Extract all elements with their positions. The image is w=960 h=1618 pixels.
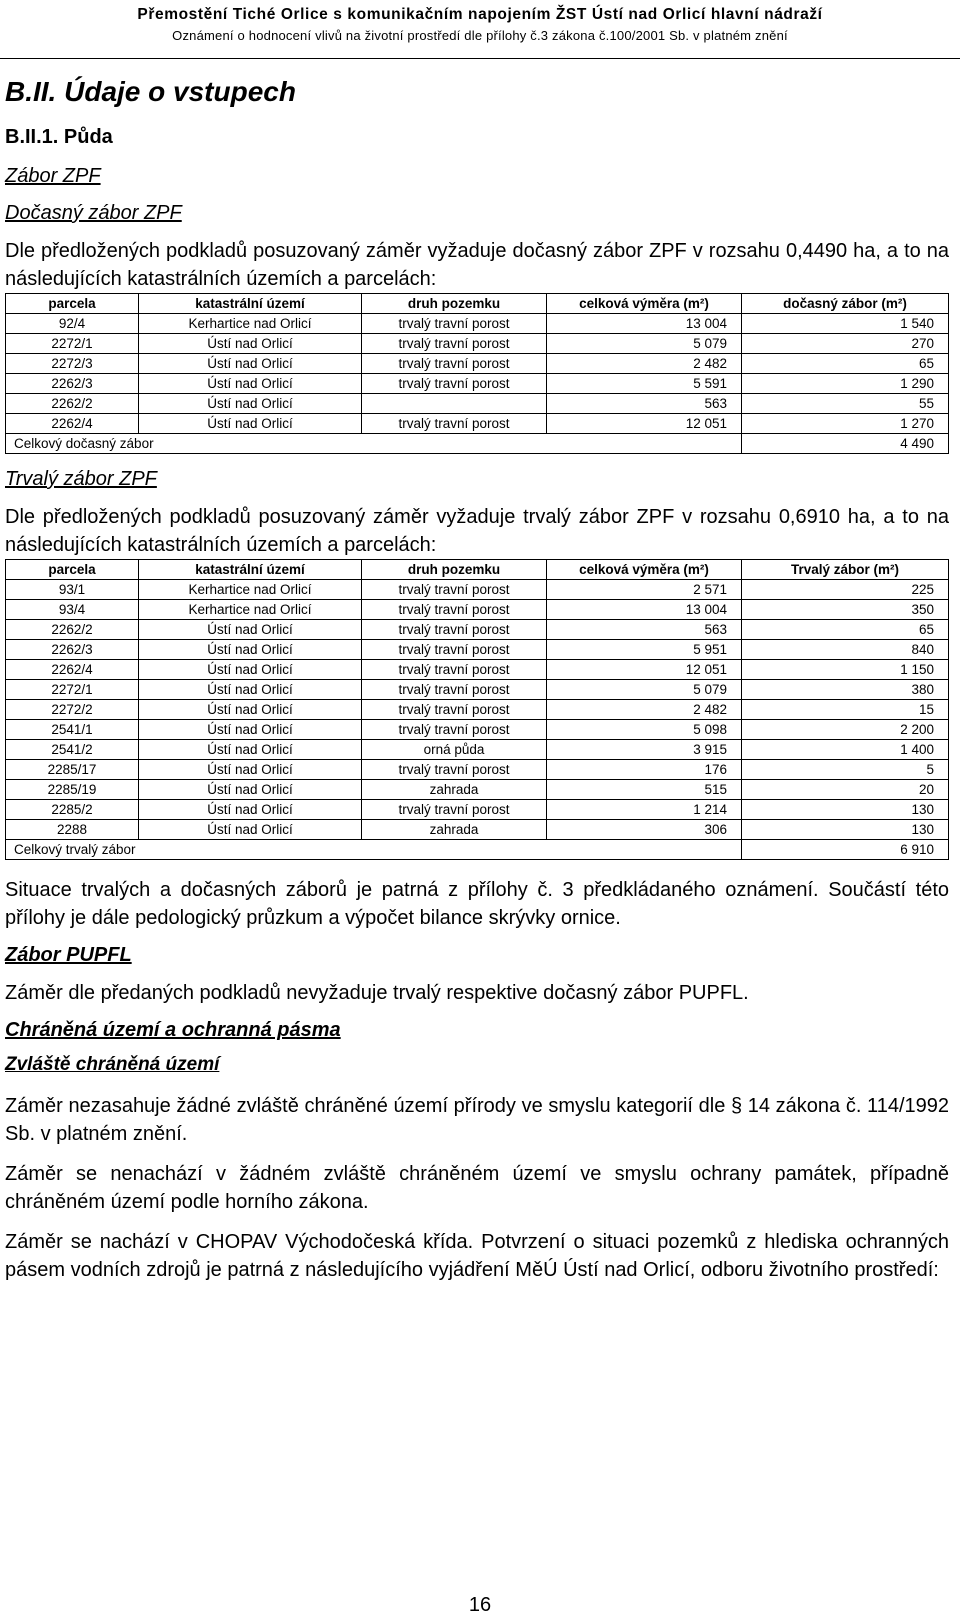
table-row bbox=[6, 720, 949, 740]
table-row bbox=[6, 394, 949, 414]
cell-zabor: 1 270 bbox=[742, 414, 949, 434]
document-title: Přemostění Tiché Orlice s komunikačním napojením ŽST Ústí nad Orlicí hlavní nádraží bbox=[137, 6, 823, 23]
cell-parcela: 92/4 bbox=[6, 314, 139, 334]
cell-zabor: 270 bbox=[742, 334, 949, 354]
page-content bbox=[5, 76, 949, 1284]
cell-parcela: 2272/3 bbox=[6, 354, 139, 374]
cell-zabor: 1 400 bbox=[742, 740, 949, 760]
header-divider bbox=[0, 58, 960, 59]
cell-zabor: 1 540 bbox=[742, 314, 949, 334]
cell-katastralni-uzemi: Ústí nad Orlicí bbox=[139, 660, 362, 680]
cell-celkova-vymera: 176 bbox=[547, 760, 742, 780]
trvaly-zabor-text: Dle předložených podkladů posuzovaný záměr vyžaduje trvalý zábor ZPF v rozsahu 0,6910 ha, a to na následujících katastrálních územích a parcelách: bbox=[5, 506, 949, 556]
table-row bbox=[6, 820, 949, 840]
table-row bbox=[6, 374, 949, 394]
cell-zabor: 55 bbox=[742, 394, 949, 414]
cell-zabor: 840 bbox=[742, 640, 949, 660]
total-label: Celkový trvalý zábor bbox=[6, 840, 742, 860]
table-row bbox=[6, 800, 949, 820]
cell-katastralni-uzemi: Ústí nad Orlicí bbox=[139, 740, 362, 760]
cell-katastralni-uzemi: Ústí nad Orlicí bbox=[139, 620, 362, 640]
cell-katastralni-uzemi: Ústí nad Orlicí bbox=[139, 820, 362, 840]
cell-druh-pozemku: trvalý travní porost bbox=[362, 800, 547, 820]
cell-katastralni-uzemi: Ústí nad Orlicí bbox=[139, 394, 362, 414]
trvaly-zabor-table bbox=[5, 559, 949, 860]
col-katastralni-uzemi: katastrální území bbox=[139, 560, 362, 580]
cell-katastralni-uzemi: Ústí nad Orlicí bbox=[139, 780, 362, 800]
cell-druh-pozemku: trvalý travní porost bbox=[362, 414, 547, 434]
table-row bbox=[6, 760, 949, 780]
zvlaste-text-2: Záměr se nenachází v žádném zvláště chráněném území ve smyslu ochrany památek, případně chráněném území podle horního zákona. bbox=[5, 1163, 949, 1213]
section-title: B.II. Údaje o vstupech bbox=[5, 76, 296, 107]
cell-druh-pozemku: trvalý travní porost bbox=[362, 600, 547, 620]
cell-parcela: 2285/2 bbox=[6, 800, 139, 820]
cell-katastralni-uzemi: Ústí nad Orlicí bbox=[139, 800, 362, 820]
cell-katastralni-uzemi: Ústí nad Orlicí bbox=[139, 760, 362, 780]
pupfl-text: Záměr dle předaných podkladů nevyžaduje trvalý respektive dočasný zábor PUPFL. bbox=[5, 982, 749, 1004]
cell-druh-pozemku: trvalý travní porost bbox=[362, 700, 547, 720]
docasny-zabor-heading: Dočasný zábor ZPF bbox=[5, 202, 182, 224]
cell-parcela: 2262/2 bbox=[6, 620, 139, 640]
col-celkova-vymera: celková výměra (m²) bbox=[547, 560, 742, 580]
cell-druh-pozemku: trvalý travní porost bbox=[362, 720, 547, 740]
docasny-zabor-text: Dle předložených podkladů posuzovaný záměr vyžaduje dočasný zábor ZPF v rozsahu 0,4490 ha, a to na následujících katastrálních územích a parcelách: bbox=[5, 240, 949, 290]
total-value: 4 490 bbox=[742, 434, 949, 454]
cell-druh-pozemku: trvalý travní porost bbox=[362, 580, 547, 600]
cell-zabor: 130 bbox=[742, 820, 949, 840]
cell-celkova-vymera: 12 051 bbox=[547, 414, 742, 434]
cell-zabor: 65 bbox=[742, 354, 949, 374]
cell-celkova-vymera: 5 951 bbox=[547, 640, 742, 660]
cell-katastralni-uzemi: Ústí nad Orlicí bbox=[139, 680, 362, 700]
cell-celkova-vymera: 3 915 bbox=[547, 740, 742, 760]
cell-druh-pozemku: trvalý travní porost bbox=[362, 640, 547, 660]
cell-celkova-vymera: 5 079 bbox=[547, 680, 742, 700]
cell-parcela: 2288 bbox=[6, 820, 139, 840]
cell-druh-pozemku: trvalý travní porost bbox=[362, 374, 547, 394]
chranena-uzemi-heading: Chráněná území a ochranná pásma bbox=[5, 1019, 341, 1041]
cell-parcela: 2541/1 bbox=[6, 720, 139, 740]
cell-zabor: 20 bbox=[742, 780, 949, 800]
subsection-title: B.II.1. Půda bbox=[5, 126, 113, 148]
cell-katastralni-uzemi: Kerhartice nad Orlicí bbox=[139, 314, 362, 334]
table-header-row bbox=[6, 294, 949, 314]
pupfl-heading: Zábor PUPFL bbox=[5, 944, 132, 966]
cell-parcela: 2262/3 bbox=[6, 374, 139, 394]
total-value: 6 910 bbox=[742, 840, 949, 860]
col-katastralni-uzemi: katastrální území bbox=[139, 294, 362, 314]
cell-celkova-vymera: 515 bbox=[547, 780, 742, 800]
zvlaste-chranena-heading: Zvláště chráněná území bbox=[5, 1054, 220, 1075]
cell-druh-pozemku: zahrada bbox=[362, 780, 547, 800]
cell-celkova-vymera: 2 482 bbox=[547, 700, 742, 720]
cell-katastralni-uzemi: Ústí nad Orlicí bbox=[139, 700, 362, 720]
table-row bbox=[6, 600, 949, 620]
cell-katastralni-uzemi: Ústí nad Orlicí bbox=[139, 374, 362, 394]
total-label: Celkový dočasný zábor bbox=[6, 434, 742, 454]
cell-parcela: 2262/3 bbox=[6, 640, 139, 660]
situace-text: Situace trvalých a dočasných záborů je patrná z přílohy č. 3 předkládaného oznámení. Součástí této přílohy je dále pedologický průzkum a výpočet bilance skrývky ornice. bbox=[5, 879, 949, 929]
cell-zabor: 1 150 bbox=[742, 660, 949, 680]
cell-parcela: 2272/2 bbox=[6, 700, 139, 720]
cell-druh-pozemku: trvalý travní porost bbox=[362, 620, 547, 640]
cell-katastralni-uzemi: Ústí nad Orlicí bbox=[139, 354, 362, 374]
cell-katastralni-uzemi: Ústí nad Orlicí bbox=[139, 640, 362, 660]
cell-parcela: 93/1 bbox=[6, 580, 139, 600]
cell-parcela: 2262/4 bbox=[6, 660, 139, 680]
cell-celkova-vymera: 5 079 bbox=[547, 334, 742, 354]
cell-celkova-vymera: 5 591 bbox=[547, 374, 742, 394]
cell-celkova-vymera: 1 214 bbox=[547, 800, 742, 820]
cell-zabor: 225 bbox=[742, 580, 949, 600]
cell-celkova-vymera: 563 bbox=[547, 394, 742, 414]
cell-zabor: 15 bbox=[742, 700, 949, 720]
table-row bbox=[6, 620, 949, 640]
table-header-row bbox=[6, 560, 949, 580]
cell-druh-pozemku: orná půda bbox=[362, 740, 547, 760]
col-docasny-zabor: dočasný zábor (m²) bbox=[742, 294, 949, 314]
cell-zabor: 65 bbox=[742, 620, 949, 640]
cell-katastralni-uzemi: Ústí nad Orlicí bbox=[139, 334, 362, 354]
cell-katastralni-uzemi: Kerhartice nad Orlicí bbox=[139, 600, 362, 620]
cell-druh-pozemku: trvalý travní porost bbox=[362, 760, 547, 780]
table-row bbox=[6, 660, 949, 680]
table-row bbox=[6, 780, 949, 800]
table-total-row bbox=[6, 434, 949, 454]
cell-zabor: 5 bbox=[742, 760, 949, 780]
table-row bbox=[6, 700, 949, 720]
table-total-row bbox=[6, 840, 949, 860]
table-row bbox=[6, 680, 949, 700]
cell-celkova-vymera: 306 bbox=[547, 820, 742, 840]
col-parcela: parcela bbox=[6, 560, 139, 580]
cell-zabor: 130 bbox=[742, 800, 949, 820]
col-trvaly-zabor: Trvalý zábor (m²) bbox=[742, 560, 949, 580]
zabor-zpf-heading: Zábor ZPF bbox=[5, 165, 101, 187]
col-druh-pozemku: druh pozemku bbox=[362, 560, 547, 580]
col-parcela: parcela bbox=[6, 294, 139, 314]
cell-parcela: 2285/19 bbox=[6, 780, 139, 800]
table-row bbox=[6, 414, 949, 434]
table-row bbox=[6, 580, 949, 600]
cell-zabor: 2 200 bbox=[742, 720, 949, 740]
cell-druh-pozemku: trvalý travní porost bbox=[362, 314, 547, 334]
cell-parcela: 2262/2 bbox=[6, 394, 139, 414]
cell-celkova-vymera: 13 004 bbox=[547, 314, 742, 334]
cell-celkova-vymera: 12 051 bbox=[547, 660, 742, 680]
cell-druh-pozemku: trvalý travní porost bbox=[362, 680, 547, 700]
docasny-zabor-table bbox=[5, 293, 949, 454]
document-subtitle: Oznámení o hodnocení vlivů na životní prostředí dle přílohy č.3 zákona č.100/2001 Sb. v platném znění bbox=[172, 28, 788, 43]
cell-katastralni-uzemi: Kerhartice nad Orlicí bbox=[139, 580, 362, 600]
table-row bbox=[6, 334, 949, 354]
cell-zabor: 1 290 bbox=[742, 374, 949, 394]
cell-zabor: 380 bbox=[742, 680, 949, 700]
cell-celkova-vymera: 563 bbox=[547, 620, 742, 640]
zvlaste-text-1: Záměr nezasahuje žádné zvláště chráněné území přírody ve smyslu kategorií dle § 14 zákona č. 114/1992 Sb. v platném znění. bbox=[5, 1095, 949, 1145]
cell-katastralni-uzemi: Ústí nad Orlicí bbox=[139, 720, 362, 740]
page-number: 16 bbox=[468, 1594, 492, 1616]
cell-parcela: 2541/2 bbox=[6, 740, 139, 760]
cell-zabor: 350 bbox=[742, 600, 949, 620]
cell-druh-pozemku: trvalý travní porost bbox=[362, 660, 547, 680]
cell-parcela: 2272/1 bbox=[6, 680, 139, 700]
table-row bbox=[6, 640, 949, 660]
cell-celkova-vymera: 2 571 bbox=[547, 580, 742, 600]
cell-celkova-vymera: 5 098 bbox=[547, 720, 742, 740]
cell-parcela: 2272/1 bbox=[6, 334, 139, 354]
table-row bbox=[6, 354, 949, 374]
col-celkova-vymera: celková výměra (m²) bbox=[547, 294, 742, 314]
cell-druh-pozemku bbox=[362, 394, 547, 414]
cell-celkova-vymera: 13 004 bbox=[547, 600, 742, 620]
cell-celkova-vymera: 2 482 bbox=[547, 354, 742, 374]
table-row bbox=[6, 740, 949, 760]
zvlaste-text-3: Záměr se nachází v CHOPAV Východočeská křída. Potvrzení o situaci pozemků z hlediska ochranných pásem vodních zdrojů je patrná z následujícího vyjádření MěÚ Ústí nad Orlicí, odboru životního prostředí: bbox=[5, 1231, 949, 1281]
page-header bbox=[0, 6, 960, 43]
cell-katastralni-uzemi: Ústí nad Orlicí bbox=[139, 414, 362, 434]
cell-parcela: 2262/4 bbox=[6, 414, 139, 434]
trvaly-zabor-heading: Trvalý zábor ZPF bbox=[5, 468, 157, 490]
cell-parcela: 2285/17 bbox=[6, 760, 139, 780]
cell-parcela: 93/4 bbox=[6, 600, 139, 620]
table-row bbox=[6, 314, 949, 334]
cell-druh-pozemku: trvalý travní porost bbox=[362, 334, 547, 354]
cell-druh-pozemku: zahrada bbox=[362, 820, 547, 840]
cell-druh-pozemku: trvalý travní porost bbox=[362, 354, 547, 374]
col-druh-pozemku: druh pozemku bbox=[362, 294, 547, 314]
